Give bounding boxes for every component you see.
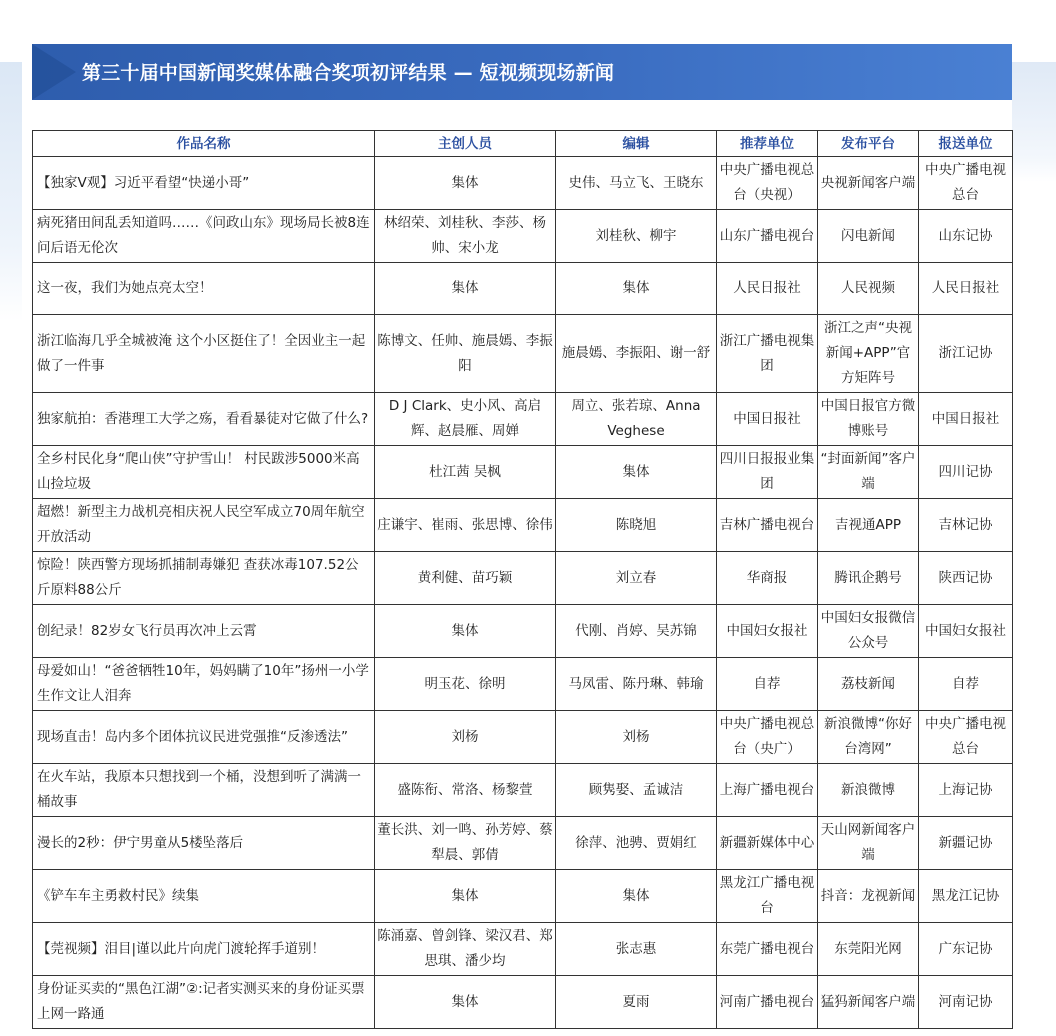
submitting-unit-cell: 广东记协	[919, 923, 1013, 976]
work-title-cell: 超燃！新型主力战机亮相庆祝人民空军成立70周年航空开放活动	[33, 499, 375, 552]
editors-cell: 刘杨	[556, 711, 717, 764]
work-title-cell: 身份证买卖的“黑色江湖”②:记者实测买来的身份证买票上网一路通	[33, 976, 375, 1029]
platform-cell: 猛犸新闻客户端	[818, 976, 919, 1029]
table-row	[33, 605, 1013, 658]
recommending-unit-cell: 中央广播电视总台（央视）	[717, 157, 818, 210]
table-row	[33, 817, 1013, 870]
recommending-unit-cell: 东莞广播电视台	[717, 923, 818, 976]
editors-cell: 徐萍、池骋、贾娟红	[556, 817, 717, 870]
work-title-cell: 独家航拍：香港理工大学之殇，看看暴徒对它做了什么?	[33, 393, 375, 446]
editors-cell: 集体	[556, 446, 717, 499]
table-row	[33, 976, 1013, 1029]
creators-cell: 集体	[375, 976, 556, 1029]
recommending-unit-cell: 中央广播电视总台（央广）	[717, 711, 818, 764]
table-row	[33, 870, 1013, 923]
table-row	[33, 711, 1013, 764]
work-title-cell: 全乡村民化身“爬山侠”守护雪山！ 村民跋涉5000米高山捡垃圾	[33, 446, 375, 499]
creators-cell: 庄谦宇、崔雨、张思博、徐伟	[375, 499, 556, 552]
editors-cell: 马凤雷、陈丹琳、韩瑜	[556, 658, 717, 711]
recommending-unit-cell: 吉林广播电视台	[717, 499, 818, 552]
creators-cell: 集体	[375, 263, 556, 315]
creators-cell: 集体	[375, 870, 556, 923]
editors-cell: 刘立春	[556, 552, 717, 605]
platform-cell: 人民视频	[818, 263, 919, 315]
page-title: 第三十届中国新闻奖媒体融合奖项初评结果 — 短视频现场新闻	[82, 62, 615, 84]
work-title-cell: 在火车站，我原本只想找到一个桶，没想到听了满满一桶故事	[33, 764, 375, 817]
recommending-unit-cell: 山东广播电视台	[717, 210, 818, 263]
work-title-cell: 【独家V观】习近平看望“快递小哥”	[33, 157, 375, 210]
recommending-unit-cell: 人民日报社	[717, 263, 818, 315]
table-row	[33, 552, 1013, 605]
background-decoration-right	[1012, 62, 1056, 182]
column-header-submitting-unit: 报送单位	[919, 131, 1013, 157]
creators-cell: 陈博文、任帅、施晨嫣、李振阳	[375, 315, 556, 393]
submitting-unit-cell: 新疆记协	[919, 817, 1013, 870]
work-title-cell: 【莞视频】泪目|谨以此片向虎门渡轮挥手道别！	[33, 923, 375, 976]
creators-cell: 盛陈衔、常洛、杨黎萱	[375, 764, 556, 817]
platform-cell: 吉视通APP	[818, 499, 919, 552]
creators-cell: 集体	[375, 605, 556, 658]
platform-cell: 抖音：龙视新闻	[818, 870, 919, 923]
table-row	[33, 499, 1013, 552]
table-body	[33, 157, 1013, 1029]
header-row	[33, 131, 1013, 157]
banner-arrow-decoration	[32, 44, 76, 100]
table-row	[33, 923, 1013, 976]
recommending-unit-cell: 中国日报社	[717, 393, 818, 446]
recommending-unit-cell: 四川日报报业集团	[717, 446, 818, 499]
creators-cell: 集体	[375, 157, 556, 210]
submitting-unit-cell: 中央广播电视总台	[919, 711, 1013, 764]
table-row	[33, 658, 1013, 711]
column-header-work-title: 作品名称	[33, 131, 375, 157]
recommending-unit-cell: 上海广播电视台	[717, 764, 818, 817]
title-banner	[32, 44, 1012, 100]
creators-cell: D J Clark、史小风、高启辉、赵晨雁、周婵	[375, 393, 556, 446]
submitting-unit-cell: 中国日报社	[919, 393, 1013, 446]
column-header-editors: 编辑	[556, 131, 717, 157]
platform-cell: “封面新闻”客户端	[818, 446, 919, 499]
submitting-unit-cell: 黑龙江记协	[919, 870, 1013, 923]
platform-cell: 天山网新闻客户端	[818, 817, 919, 870]
work-title-cell: 母爱如山！“爸爸牺牲10年，妈妈瞒了10年”扬州一小学生作文让人泪奔	[33, 658, 375, 711]
table-row	[33, 263, 1013, 315]
work-title-cell: 漫长的2秒：伊宁男童从5楼坠落后	[33, 817, 375, 870]
editors-cell: 集体	[556, 263, 717, 315]
submitting-unit-cell: 山东记协	[919, 210, 1013, 263]
recommending-unit-cell: 自荐	[717, 658, 818, 711]
platform-cell: 中国日报官方微博账号	[818, 393, 919, 446]
recommending-unit-cell: 中国妇女报社	[717, 605, 818, 658]
recommending-unit-cell: 黑龙江广播电视台	[717, 870, 818, 923]
recommending-unit-cell: 河南广播电视台	[717, 976, 818, 1029]
platform-cell: 中国妇女报微信公众号	[818, 605, 919, 658]
editors-cell: 施晨嫣、李振阳、谢一舒	[556, 315, 717, 393]
submitting-unit-cell: 自荐	[919, 658, 1013, 711]
creators-cell: 杜江茜 吴枫	[375, 446, 556, 499]
creators-cell: 林绍荣、刘桂秋、李莎、杨帅、宋小龙	[375, 210, 556, 263]
platform-cell: 荔枝新闻	[818, 658, 919, 711]
submitting-unit-cell: 上海记协	[919, 764, 1013, 817]
platform-cell: 浙江之声“央视新闻+APP”官方矩阵号	[818, 315, 919, 393]
column-header-platform: 发布平台	[818, 131, 919, 157]
work-title-cell: 创纪录！82岁女飞行员再次冲上云霄	[33, 605, 375, 658]
submitting-unit-cell: 陕西记协	[919, 552, 1013, 605]
background-decoration-left	[0, 62, 22, 322]
editors-cell: 陈晓旭	[556, 499, 717, 552]
work-title-cell: 惊险！陕西警方现场抓捕制毒嫌犯 查获冰毒107.52公斤原料88公斤	[33, 552, 375, 605]
platform-cell: 新浪微博“你好台湾网”	[818, 711, 919, 764]
submitting-unit-cell: 浙江记协	[919, 315, 1013, 393]
platform-cell: 央视新闻客户端	[818, 157, 919, 210]
table-row	[33, 393, 1013, 446]
table-row	[33, 764, 1013, 817]
creators-cell: 刘杨	[375, 711, 556, 764]
platform-cell: 腾讯企鹅号	[818, 552, 919, 605]
submitting-unit-cell: 人民日报社	[919, 263, 1013, 315]
creators-cell: 黄利健、苗巧颖	[375, 552, 556, 605]
column-header-creators: 主创人员	[375, 131, 556, 157]
work-title-cell: 浙江临海几乎全城被淹 这个小区挺住了！全因业主一起做了一件事	[33, 315, 375, 393]
work-title-cell: 现场直击！岛内多个团体抗议民进党强推“反渗透法”	[33, 711, 375, 764]
editors-cell: 顾隽娶、孟诚洁	[556, 764, 717, 817]
work-title-cell: 《铲车车主勇救村民》续集	[33, 870, 375, 923]
editors-cell: 刘桂秋、柳宇	[556, 210, 717, 263]
submitting-unit-cell: 中央广播电视总台	[919, 157, 1013, 210]
recommending-unit-cell: 浙江广播电视集团	[717, 315, 818, 393]
creators-cell: 董长洪、刘一鸣、孙芳婷、蔡犁晨、郭倩	[375, 817, 556, 870]
results-table	[32, 130, 1013, 1029]
platform-cell: 新浪微博	[818, 764, 919, 817]
editors-cell: 张志惠	[556, 923, 717, 976]
submitting-unit-cell: 河南记协	[919, 976, 1013, 1029]
creators-cell: 陈涌嘉、曾剑锋、梁汉君、郑思琪、潘少均	[375, 923, 556, 976]
submitting-unit-cell: 四川记协	[919, 446, 1013, 499]
table-row	[33, 157, 1013, 210]
column-header-recommending-unit: 推荐单位	[717, 131, 818, 157]
editors-cell: 夏雨	[556, 976, 717, 1029]
platform-cell: 闪电新闻	[818, 210, 919, 263]
editors-cell: 代刚、肖婷、吴苏锦	[556, 605, 717, 658]
submitting-unit-cell: 吉林记协	[919, 499, 1013, 552]
platform-cell: 东莞阳光网	[818, 923, 919, 976]
table-row	[33, 446, 1013, 499]
editors-cell: 集体	[556, 870, 717, 923]
editors-cell: 周立、张若琼、Anna Veghese	[556, 393, 717, 446]
work-title-cell: 这一夜，我们为她点亮太空！	[33, 263, 375, 315]
submitting-unit-cell: 中国妇女报社	[919, 605, 1013, 658]
editors-cell: 史伟、马立飞、王晓东	[556, 157, 717, 210]
table-row	[33, 315, 1013, 393]
creators-cell: 明玉花、徐明	[375, 658, 556, 711]
recommending-unit-cell: 新疆新媒体中心	[717, 817, 818, 870]
table-header	[33, 131, 1013, 157]
table-row	[33, 210, 1013, 263]
recommending-unit-cell: 华商报	[717, 552, 818, 605]
work-title-cell: 病死猪田间乱丢知道吗……《问政山东》现场局长被8连问后语无伦次	[33, 210, 375, 263]
